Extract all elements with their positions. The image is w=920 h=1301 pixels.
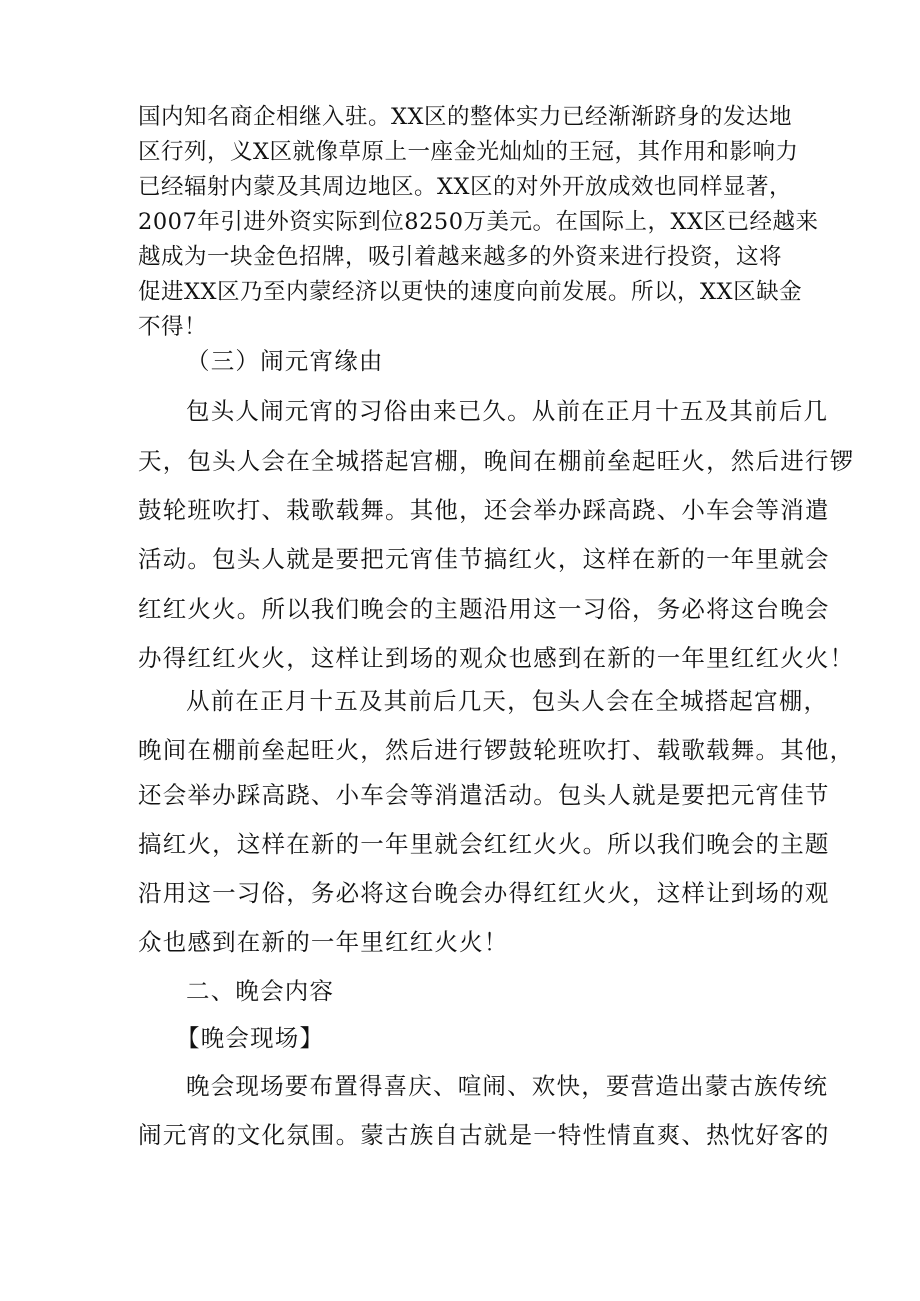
- text-line: 众也感到在新的一年里红红火火！: [138, 928, 509, 956]
- text-line: 包头人闹元宵的习俗由来已久。从前在正月十五及其前后几: [186, 397, 829, 425]
- text-line: 还会举办踩高跷、小车会等消遣活动。包头人就是要把元宵佳节: [138, 781, 830, 809]
- text-line: 沿用这一习俗，务必将这台晚会办得红红火火，这样让到场的观: [138, 879, 830, 907]
- text-line: 红红火火。所以我们晚会的主题沿用这一习俗，务必将这台晚会: [138, 595, 830, 623]
- text-line: 从前在正月十五及其前后几天，包头人会在全城搭起宫棚，: [186, 687, 829, 715]
- text-line: 已经辐射内蒙及其周边地区。XX区的对外开放成效也同样显著，: [138, 174, 793, 200]
- section-two-heading: 二、晚会内容: [186, 977, 335, 1005]
- text-line: 搞红火，这样在新的一年里就会红红火火。所以我们晚会的主题: [138, 830, 830, 858]
- text-line: 国内知名商企相继入驻。XX区的整体实力已经渐渐跻身的发达地: [138, 104, 793, 130]
- text-line: 活动。包头人就是要把元宵佳节搞红火，这样在新的一年里就会: [138, 545, 830, 573]
- text-line: 闹元宵的文化氛围。蒙古族自古就是一特性情直爽、热忱好客的: [138, 1121, 830, 1149]
- text-line: 鼓轮班吹打、栽歌载舞。其他，还会举办踩高跷、小车会等消遣: [138, 496, 830, 524]
- text-line: 办得红红火火，这样让到场的观众也感到在新的一年里红红火火！: [138, 644, 855, 672]
- text-line: 不得！: [138, 314, 208, 340]
- text-line: 晚会现场要布置得喜庆、喧闹、欢快，要营造出蒙古族传统: [186, 1072, 829, 1100]
- text-line: 区行列，义X区就像草原上一座金光灿灿的王冠，其作用和影响力: [138, 139, 799, 165]
- text-line: 2007年引进外资实际到位8250万美元。在国际上，XX区已经越来: [138, 209, 819, 235]
- text-line: 天，包头人会在全城搭起宫棚，晚间在棚前垒起旺火，然后进行锣: [138, 447, 855, 475]
- text-line: 晚间在棚前垒起旺火，然后进行锣鼓轮班吹打、载歌载舞。其他，: [138, 736, 855, 764]
- section-three-heading: （三）闹元宵缘由: [186, 347, 384, 375]
- text-line: 促进XX区乃至内蒙经济以更快的速度向前发展。所以，XX区缺金: [138, 279, 803, 305]
- venue-heading: 【晚会现场】: [176, 1024, 325, 1052]
- text-line: 越成为一块金色招牌，吸引着越来越多的外资来进行投资，这将: [138, 244, 783, 270]
